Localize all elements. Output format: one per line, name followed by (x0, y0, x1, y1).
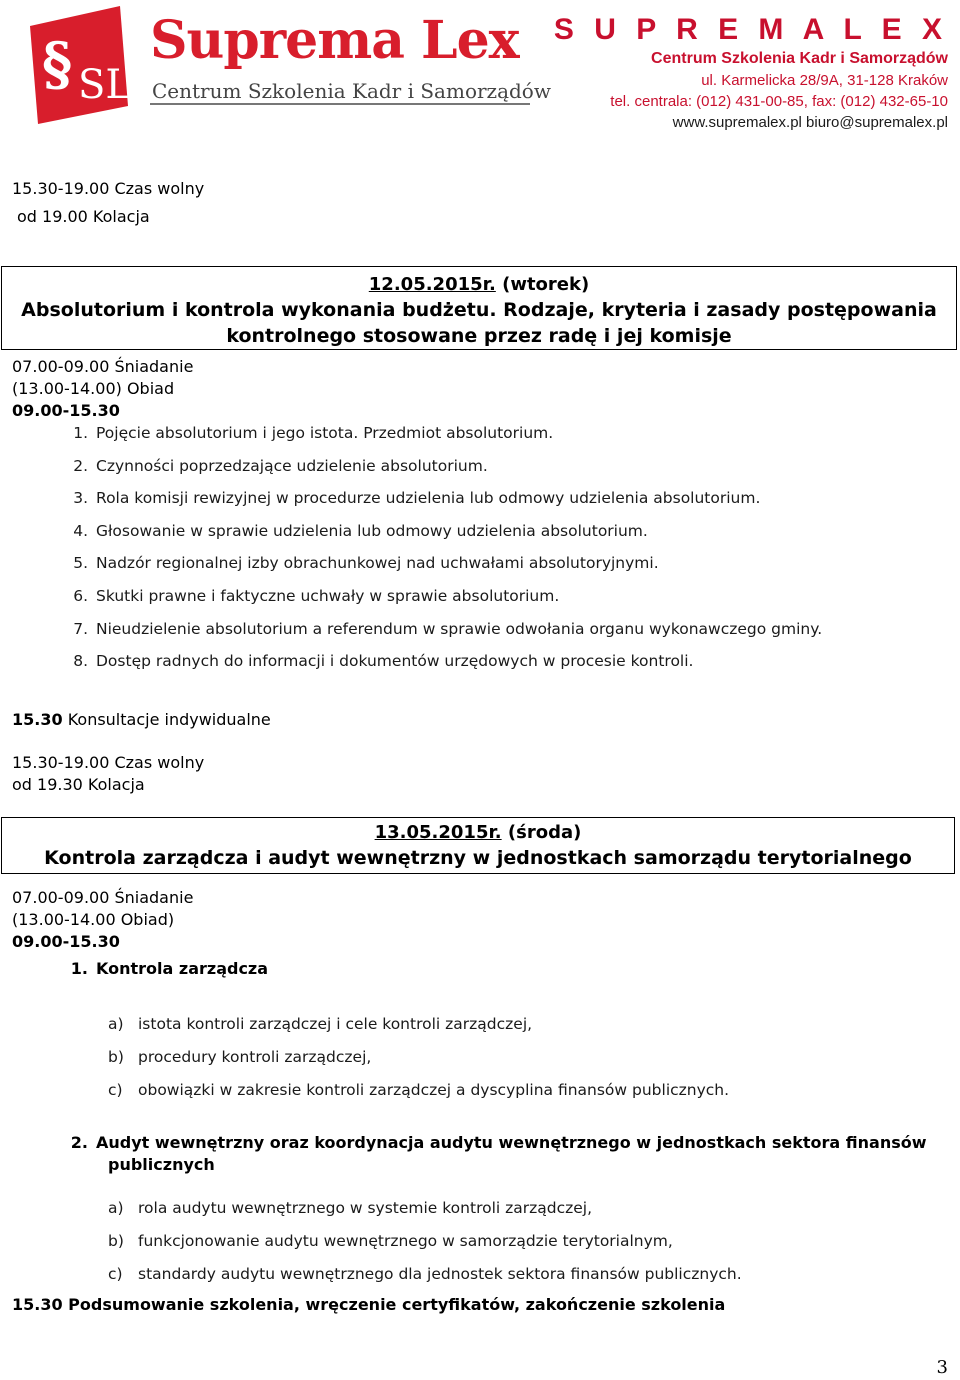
list-item: 5. Nadzór regionalnej izby obrachunkowej nad uchwałami absolutoryjnymi. (73, 554, 659, 573)
day2-supper: od 19.30 Kolacja (12, 775, 145, 794)
list-item: a) rola audytu wewnętrznego w systemie kontroli zarządczej, (108, 1199, 593, 1217)
breakfast-time: 07.00-09.00 Śniadanie (12, 357, 194, 376)
list-item: 6. Skutki prawne i faktyczne uchwały w sprawie absolutorium. (73, 586, 560, 605)
list-item: 8. Dostęp radnych do informacji i dokumentów urzędowych w procesie kontroli. (73, 652, 694, 671)
list-item: 3. Rola komisji rewizyjnej w procedurze udzielenia lub odmowy udzielenia absolutorium. (73, 489, 761, 508)
list-item: b) funkcjonowanie audytu wewnętrznego w samorządzie terytorialnym, (108, 1232, 673, 1250)
day2-free-time: 15.30-19.00 Czas wolny (12, 753, 205, 772)
lunch-time: (13.00-14.00) Obiad (12, 379, 175, 398)
day-header-box (1, 266, 957, 350)
section2-sublist (108, 1197, 742, 1296)
svg-text:§: § (42, 30, 73, 98)
day-weekday: (wtorek) (502, 274, 590, 295)
closing-line: 15.30 Podsumowanie szkolenia, wręczenie certyfikatów, zakończenie szkolenia (12, 1295, 726, 1314)
brand-subtitle: Centrum Szkolenia Kadr i Samorządów (152, 79, 551, 103)
day-weekday: (środa) (507, 822, 582, 843)
section-heading: 1. Kontrola zarządcza (70, 959, 269, 978)
list-item: c) standardy audytu wewnętrznego dla jednostek sektora finansów publicznych. (108, 1265, 742, 1283)
section-heading-cont: publicznych (108, 1155, 215, 1174)
list-item: b) procedury kontroli zarządczej, (108, 1048, 372, 1066)
company-subtitle: Centrum Szkolenia Kadr i Samorządów (651, 50, 948, 67)
session-hours: 09.00-15.30 (12, 401, 120, 420)
list-item: 7. Nieudzielenie absolutorium a referendum w sprawie odwołania organu wykonawczego gminy. (73, 619, 823, 638)
section1-sublist (108, 1013, 729, 1112)
list-item: 4. Głosowanie w sprawie udzielenia lub odmowy udzielenia absolutorium. (73, 521, 648, 540)
consultations: 15.30 Konsultacje indywidualne (12, 710, 271, 729)
list-item: c) obowiązki w zakresie kontroli zarządczej a dyscyplina finansów publicznych. (108, 1081, 730, 1099)
intro-supper: od 19.00 Kolacja (17, 207, 150, 226)
day-date: 12.05.2015r. (368, 274, 496, 295)
day-topic-line2: kontrolnego stosowane przez radę i jej komisje (226, 325, 732, 347)
day2-topic-list (58, 422, 822, 683)
company-logo (20, 6, 130, 124)
company-phone: tel. centrala: (012) 431-00-85, fax: (012) 432-65-10 (610, 93, 948, 110)
day-header-box (1, 817, 955, 874)
company-title: S U P R E M A L E X (553, 13, 948, 46)
logo-letters: SL (78, 62, 130, 108)
session-hours: 09.00-15.30 (12, 932, 120, 951)
list-item: 2. Czynności poprzedzające udzielenie absolutorium. (73, 456, 488, 475)
list-item: 1. Pojęcie absolutorium i jego istota. Przedmiot absolutorium. (73, 424, 554, 442)
breakfast-time: 07.00-09.00 Śniadanie (12, 888, 194, 907)
page-number: 3 (936, 1357, 948, 1378)
day-date-line (2, 273, 956, 297)
contact-block (554, 12, 948, 133)
intro-free-time: 15.30-19.00 Czas wolny (12, 179, 205, 198)
day-date: 13.05.2015r. (374, 822, 502, 843)
company-web-email[interactable]: www.supremalex.pl biuro@supremalex.pl (672, 114, 948, 131)
day-topic: Kontrola zarządcza i audyt wewnętrzny w jednostkach samorządu terytorialnego (44, 847, 912, 869)
day-topic-line1: Absolutorium i kontrola wykonania budżetu. Rodzaje, kryteria i zasady postępowania (21, 299, 937, 321)
lunch-time: (13.00-14.00 Obiad) (12, 910, 175, 929)
brand-name: Suprema Lex (150, 10, 519, 71)
day-date-line (2, 821, 954, 845)
section-heading: 2. Audyt wewnętrzny oraz koordynacja audytu wewnętrznego w jednostkach sektora finansów (70, 1133, 927, 1152)
list-item: a) istota kontroli zarządczej i cele kontroli zarządczej, (108, 1015, 533, 1033)
brand-divider (150, 103, 530, 105)
company-address: ul. Karmelicka 28/9A, 31-128 Kraków (701, 72, 948, 89)
